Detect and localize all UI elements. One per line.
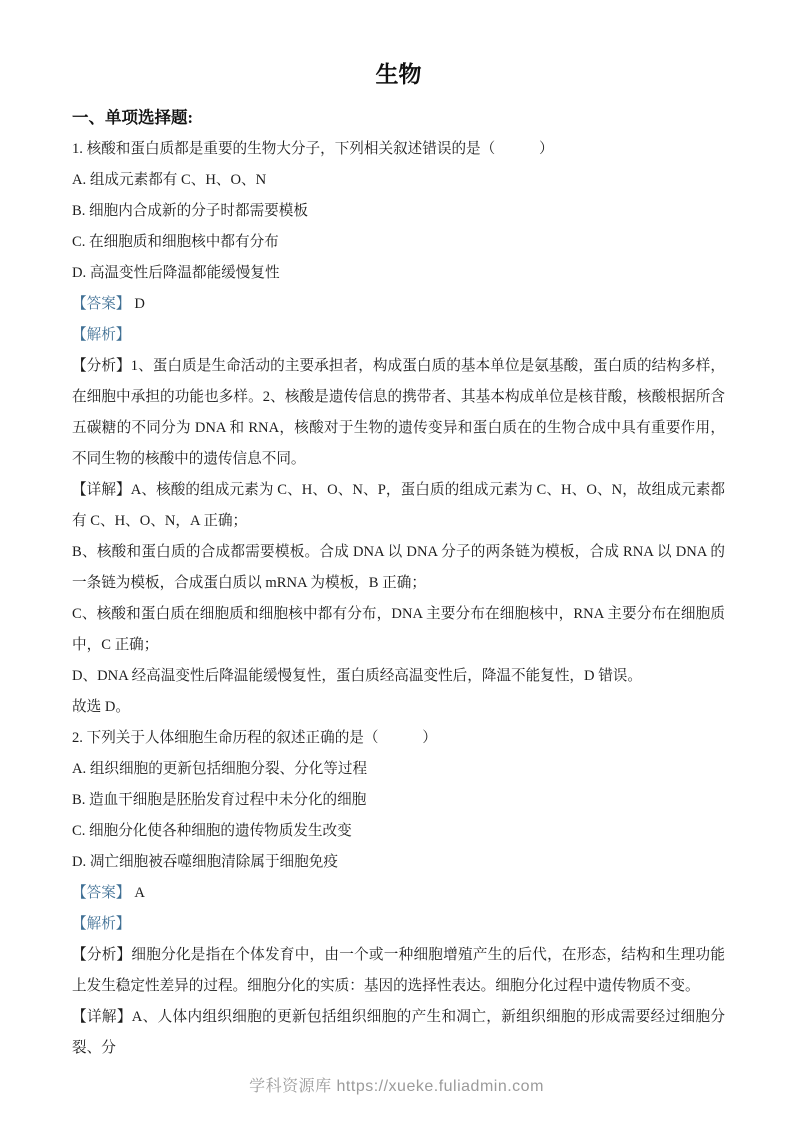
question-2-detail-paragraph-a [72, 1002, 725, 1064]
question-1-stem: 1. 核酸和蛋白质都是重要的生物大分子，下列相关叙述错误的是（ ） [72, 141, 554, 157]
question-2-option-a: A. 组织细胞的更新包括细胞分裂、分化等过程 [72, 761, 368, 777]
answer-label: 【答案】 [72, 885, 131, 901]
question-1-detail-paragraph-c: C、核酸和蛋白质在细胞质和细胞核中都有分布，DNA 主要分布在细胞核中，RNA 主要分布在细胞质中，C 正确； [72, 606, 725, 653]
page-title: 生物 [375, 62, 422, 87]
question-2-option-c: C. 细胞分化使各种细胞的遗传物质发生改变 [72, 823, 352, 839]
question-1-detail-paragraph-b: B、核酸和蛋白质的合成都需要模板。合成 DNA 以 DNA 分子的两条链为模板，合成 RNA 以 DNA 的一条链为模板，合成蛋白质以 mRNA 为模板，B 正确； [72, 544, 725, 591]
question-2-answer-line [72, 878, 725, 909]
analysis-label: 【分析】 [72, 947, 132, 963]
question-1-detail-paragraph-a [72, 475, 725, 537]
footer-watermark: 学科资源库 https://xueke.fuliadmin.com [249, 1078, 544, 1095]
question-2-option-b: B. 造血干细胞是胚胎发育过程中未分化的细胞 [72, 792, 367, 808]
question-1-analysis-header: 【解析】 [72, 327, 131, 343]
question-2-option-d: D. 凋亡细胞被吞噬细胞清除属于细胞免疫 [72, 854, 338, 870]
question-2-stem: 2. 下列关于人体细胞生命历程的叙述正确的是（ ） [72, 730, 437, 746]
question-1-answer-value: D [134, 296, 145, 312]
question-2-detail-text-a: A、人体内组织细胞的更新包括组织细胞的产生和凋亡，新组织细胞的形成需要经过细胞分裂、分 [72, 1009, 725, 1056]
question-2-analysis-text: 细胞分化是指在个体发育中，由一个或一种细胞增殖产生的后代，在形态，结构和生理功能上发生稳定性差异的过程。细胞分化的实质：基因的选择性表达。细胞分化过程中遗传物质不变。 [72, 947, 725, 994]
question-1-analysis-paragraph [72, 351, 725, 475]
question-1-detail-text-a: A、核酸的组成元素为 C、H、O、N、P，蛋白质的组成元素为 C、H、O、N，故组成元素都有 C、H、O、N，A 正确； [72, 482, 725, 529]
question-1-detail-paragraph-d: D、DNA 经高温变性后降温能缓慢复性，蛋白质经高温变性后，降温不能复性，D 错误。 [72, 668, 642, 684]
question-1-answer-line [72, 289, 725, 320]
detail-label: 【详解】 [72, 482, 131, 498]
answer-label: 【答案】 [72, 296, 131, 312]
question-2 [72, 723, 725, 1064]
question-1-option-a: A. 组成元素都有 C、H、O、N [72, 172, 267, 188]
question-2-answer-value: A [134, 885, 145, 901]
question-1-option-c: C. 在细胞质和细胞核中都有分布 [72, 234, 279, 250]
question-1-analysis-text: 1、蛋白质是生命活动的主要承担者，构成蛋白质的基本单位是氨基酸，蛋白质的结构多样，在细胞中承担的功能也多样。2、核酸是遗传信息的携带者、其基本构成单位是核苷酸，核酸根据所含五碳糖的不同分为 DNA 和 RNA，核酸对于生物的遗传变异和蛋白质在的生物合成中具有重要作用，不同生物的核酸中的遗传信息不同。 [72, 358, 725, 467]
question-2-analysis-paragraph [72, 940, 725, 1002]
question-2-analysis-header: 【解析】 [72, 916, 131, 932]
analysis-label: 【分析】 [72, 358, 131, 374]
detail-label: 【详解】 [72, 1009, 132, 1025]
section-heading: 一、单项选择题: [72, 108, 193, 127]
question-1-option-b: B. 细胞内合成新的分子时都需要模板 [72, 203, 308, 219]
question-1 [72, 134, 725, 723]
question-1-conclusion: 故选 D。 [72, 699, 130, 715]
question-1-option-d: D. 高温变性后降温都能缓慢复性 [72, 265, 280, 281]
